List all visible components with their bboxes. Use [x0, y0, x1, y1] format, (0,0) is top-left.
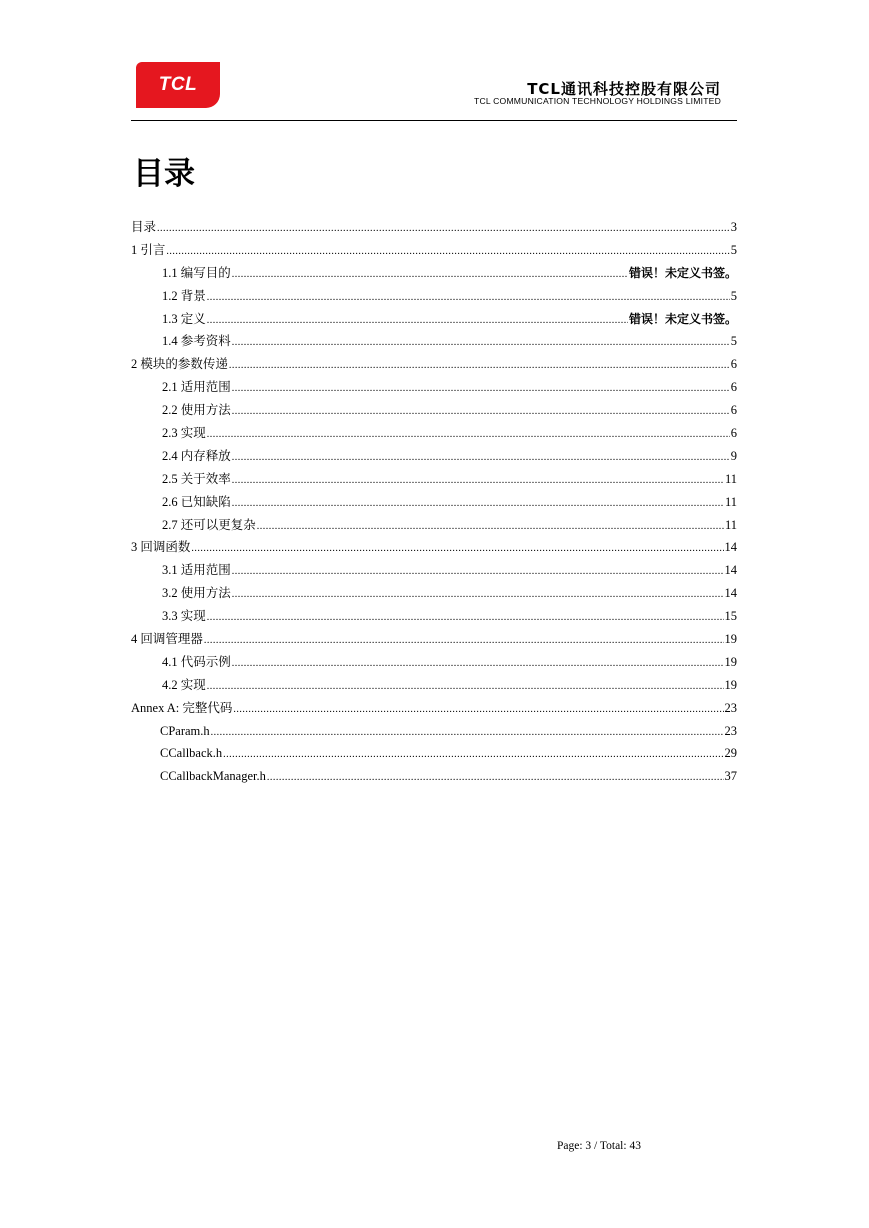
toc-entry-label: 1.4 参考资料 [162, 334, 231, 349]
toc-entry-label: CParam.h [160, 723, 210, 738]
toc-dot-leader [233, 699, 723, 722]
toc-entry-label: Annex A: 完整代码 [131, 700, 233, 715]
toc-dot-leader [232, 493, 724, 516]
toc-entry[interactable] [131, 674, 737, 697]
toc-entry-page: 19 [724, 654, 737, 669]
toc-entry-label: 4.1 代码示例 [162, 654, 231, 669]
toc-entry-page: 3 [730, 220, 737, 234]
toc-entry-label: 2.2 使用方法 [162, 403, 231, 418]
tcl-logo [136, 62, 220, 108]
toc-entry[interactable] [131, 582, 737, 605]
toc-entry[interactable] [131, 697, 737, 720]
toc-entry-page: 5 [730, 288, 737, 303]
toc-dot-leader [232, 332, 730, 355]
toc-dot-leader [207, 424, 730, 447]
toc-entry-page: 14 [724, 563, 737, 578]
toc-entry[interactable] [131, 262, 737, 285]
toc-dot-leader [267, 767, 724, 790]
toc-entry-page: 错误！未定义书签。 [628, 265, 737, 280]
toc-entry[interactable] [131, 353, 737, 376]
toc-entry[interactable] [131, 330, 737, 353]
toc-entry-page: 29 [724, 746, 737, 761]
toc-entry[interactable] [131, 491, 737, 514]
toc-dot-leader [232, 264, 628, 287]
toc-dot-leader [157, 218, 730, 241]
toc-entry[interactable] [131, 308, 737, 331]
toc-dot-leader [232, 584, 724, 607]
toc-entry-page: 6 [730, 357, 737, 372]
toc-entry-label: 4.2 实现 [162, 677, 206, 692]
toc-entry-label: 2.6 已知缺陷 [162, 494, 231, 509]
toc-entry-page: 5 [730, 334, 737, 349]
toc-entry[interactable] [131, 605, 737, 628]
toc-dot-leader [207, 310, 628, 333]
page-footer: Page: 3 / Total: 43 [557, 1140, 641, 1152]
toc-dot-leader [166, 241, 729, 264]
toc-entry-page: 37 [724, 769, 737, 784]
toc-entry-page: 5 [730, 242, 737, 257]
toc-entry-label: 2.4 内存释放 [162, 448, 231, 463]
toc-entry[interactable] [131, 765, 737, 788]
toc-entry-page: 6 [730, 403, 737, 418]
toc-dot-leader [207, 607, 724, 630]
toc-dot-leader [207, 676, 724, 699]
toc-entry[interactable] [131, 422, 737, 445]
toc-entry[interactable] [131, 239, 737, 262]
page-title: 目录 [133, 156, 195, 192]
toc-dot-leader [223, 744, 723, 767]
toc-dot-leader [232, 447, 730, 470]
header-divider [131, 120, 737, 121]
toc-dot-leader [232, 401, 730, 424]
toc-entry-label: 1.2 背景 [162, 288, 206, 303]
toc-entry-page: 15 [724, 609, 737, 624]
toc-entry[interactable] [131, 285, 737, 308]
toc-entry-label: 3.1 适用范围 [162, 563, 231, 578]
toc-entry-label: 2 模块的参数传递 [131, 357, 228, 372]
toc-dot-leader [211, 722, 724, 745]
toc-entry-label: CCallbackManager.h [160, 769, 266, 784]
toc-entry[interactable] [131, 651, 737, 674]
toc-entry-label: 3.3 实现 [162, 609, 206, 624]
toc-entry-page: 23 [724, 700, 737, 715]
toc-entry[interactable] [131, 399, 737, 422]
toc-entry[interactable] [131, 628, 737, 651]
toc-dot-leader [257, 516, 724, 539]
toc-entry-label: 2.3 实现 [162, 426, 206, 441]
toc-entry-label: 3 回调函数 [131, 540, 191, 555]
toc-dot-leader [232, 561, 724, 584]
toc-entry-label: 目录 [131, 220, 157, 234]
toc-entry-page: 错误！未定义书签。 [628, 311, 737, 326]
toc-entry-label: 3.2 使用方法 [162, 586, 231, 601]
toc-entry-page: 6 [730, 380, 737, 395]
toc-entry-label: 1.1 编写目的 [162, 265, 231, 280]
toc-entry-page: 9 [730, 448, 737, 463]
toc-entry-page: 19 [724, 632, 737, 647]
logo-text: TCL [158, 74, 198, 95]
toc-entry-page: 23 [724, 723, 737, 738]
toc-entry[interactable] [131, 445, 737, 468]
toc-entry[interactable] [131, 536, 737, 559]
toc-entry[interactable] [131, 720, 737, 743]
toc-dot-leader [204, 630, 724, 653]
toc-entry[interactable] [131, 742, 737, 765]
toc-entry-label: 1 引言 [131, 242, 166, 257]
toc-entry-label: 2.5 关于效率 [162, 471, 231, 486]
toc-entry-label: 4 回调管理器 [131, 632, 203, 647]
toc-entry[interactable] [131, 468, 737, 491]
toc-entry-page: 14 [724, 586, 737, 601]
table-of-contents [131, 216, 737, 788]
toc-entry[interactable] [131, 376, 737, 399]
toc-entry[interactable] [131, 216, 737, 239]
toc-entry-label: CCallback.h [160, 746, 223, 761]
toc-dot-leader [232, 653, 724, 676]
toc-entry-label: 2.7 还可以更复杂 [162, 517, 256, 532]
toc-entry-page: 6 [730, 426, 737, 441]
toc-entry-label: 1.3 定义 [162, 311, 206, 326]
toc-entry[interactable] [131, 559, 737, 582]
toc-entry-page: 11 [724, 494, 737, 509]
company-name-cn: TCL通讯科技控股有限公司 [527, 80, 721, 98]
toc-dot-leader [232, 470, 724, 493]
toc-entry[interactable] [131, 514, 737, 537]
toc-dot-leader [229, 355, 730, 378]
toc-entry-page: 11 [724, 471, 737, 486]
toc-entry-page: 11 [724, 517, 737, 532]
toc-dot-leader [232, 378, 730, 401]
toc-dot-leader [191, 538, 723, 561]
company-name-en: TCL COMMUNICATION TECHNOLOGY HOLDINGS LIMITED [474, 96, 721, 106]
toc-entry-page: 14 [724, 540, 737, 555]
toc-entry-page: 19 [724, 677, 737, 692]
toc-dot-leader [207, 287, 730, 310]
toc-entry-label: 2.1 适用范围 [162, 380, 231, 395]
